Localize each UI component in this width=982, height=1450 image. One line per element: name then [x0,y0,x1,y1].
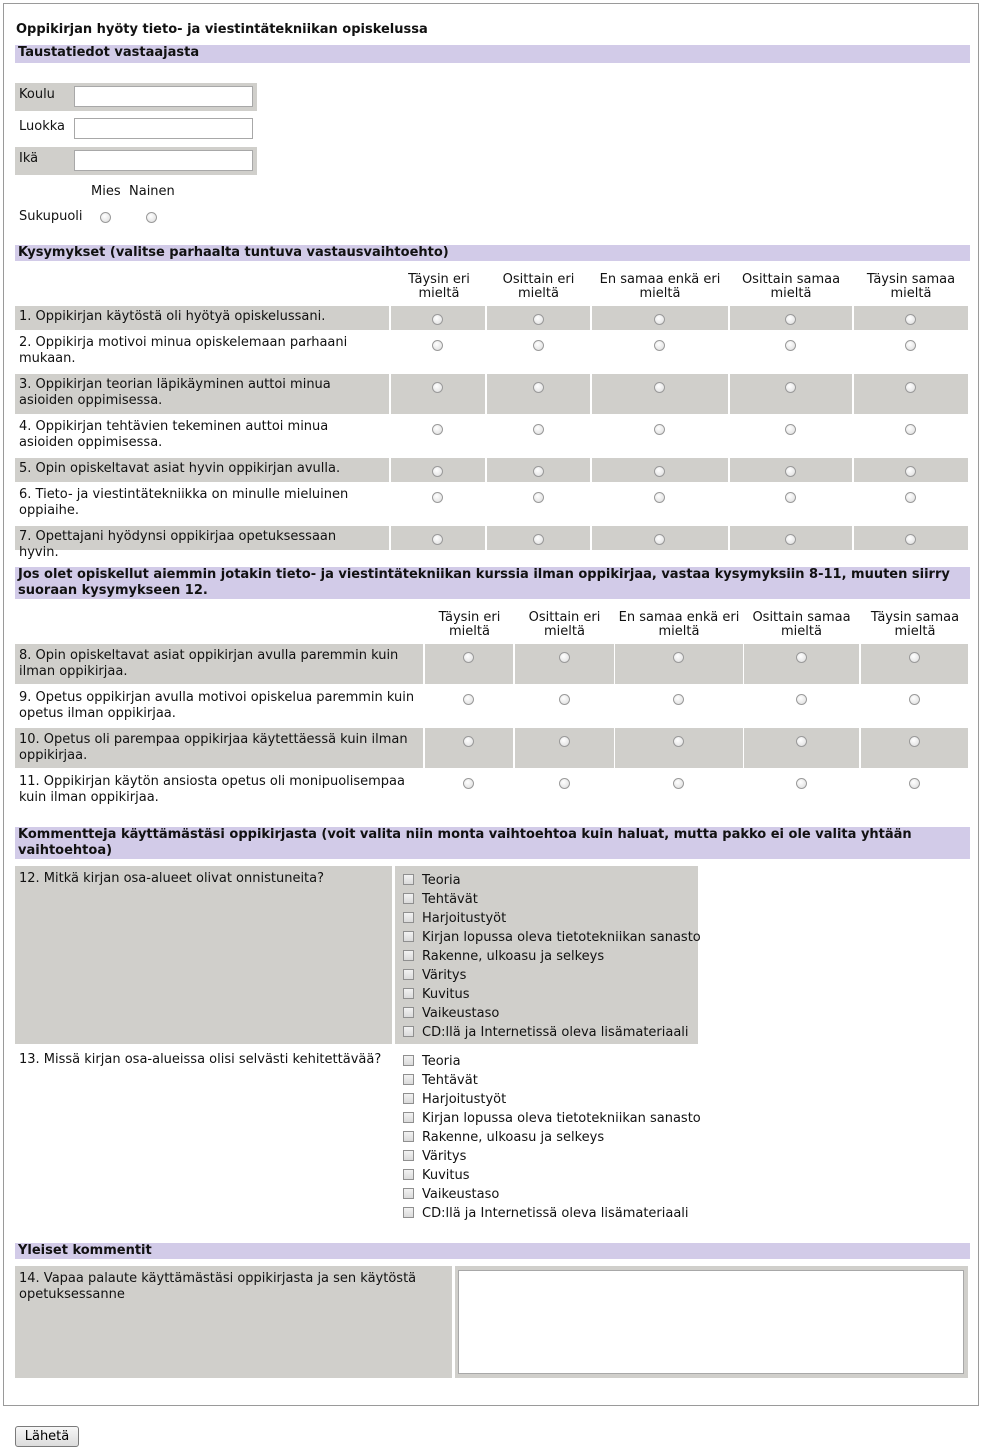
q13-option-label: Rakenne, ulkoasu ja selkeys [422,1130,605,1145]
q14-text: 14. Vapaa palaute käyttämästäsi oppikirjasta ja sen käytöstä opetuksessanne [19,1271,417,1302]
s1-header-somewhat-disagree: Osittain eri mieltä [502,272,575,301]
q1-option-5-radio[interactable] [905,314,916,325]
q13-option-label: Kuvitus [422,1168,470,1183]
q9-option-4-radio[interactable] [796,694,807,705]
ika-field[interactable] [74,150,253,171]
q7-option-2-radio[interactable] [533,534,544,545]
q7-option-3-radio[interactable] [654,534,665,545]
s1-header-somewhat-agree: Osittain samaa mieltä [741,272,841,301]
q6-option-4-radio[interactable] [785,492,796,503]
q1-option-3-radio[interactable] [654,314,665,325]
q12-checkbox[interactable] [403,1007,414,1018]
q9-option-1-radio[interactable] [463,694,474,705]
s1-question-text: 1. Oppikirjan käytöstä oli hyötyä opiskelussani. [19,309,326,324]
q5-option-1-radio[interactable] [432,466,443,477]
s2-header-somewhat-disagree: Osittain eri mieltä [528,610,601,639]
q3-option-5-radio[interactable] [905,382,916,393]
q9-option-5-radio[interactable] [909,694,920,705]
q9-option-3-radio[interactable] [673,694,684,705]
q13-option-label: Kirjan lopussa oleva tietotekniikan sanasto [422,1111,701,1126]
q12-checkbox[interactable] [403,931,414,942]
q3-option-2-radio[interactable] [533,382,544,393]
q10-option-1-radio[interactable] [463,736,474,747]
q12-checkbox[interactable] [403,912,414,923]
q11-option-2-radio[interactable] [559,778,570,789]
q12-checkbox[interactable] [403,988,414,999]
s2-row-cell [744,728,859,768]
q12-option-label: Kirjan lopussa oleva tietotekniikan sanasto [422,930,701,945]
q13-checkbox[interactable] [403,1055,414,1066]
q7-option-5-radio[interactable] [905,534,916,545]
q2-option-4-radio[interactable] [785,340,796,351]
q13-option-label: Harjoitustyöt [422,1092,507,1107]
s1-question-text: 5. Opin opiskeltavat asiat hyvin oppikirjan avulla. [19,461,341,476]
questions-section-header: Kysymykset (valitse parhaalta tuntuva vastausvaihtoehto) [15,245,970,261]
gender-mies-radio[interactable] [100,212,111,223]
q12-option-label: Rakenne, ulkoasu ja selkeys [422,949,605,964]
q13-checkbox[interactable] [403,1169,414,1180]
q1-option-1-radio[interactable] [432,314,443,325]
s2-row-cell [861,728,968,768]
q13-checkbox[interactable] [403,1112,414,1123]
q13-option-label: Vaikeustaso [422,1187,500,1202]
q10-option-5-radio[interactable] [909,736,920,747]
page-title: Oppikirjan hyöty tieto- ja viestintätekniikan opiskelussa [16,22,428,37]
ika-label: Ikä [19,151,39,166]
s2-row-cell [425,644,513,684]
s1-question-text: 3. Oppikirjan teorian läpikäyminen auttoi minua asioiden oppimisessa. [19,377,331,408]
s2-question-text: 9. Opetus oppikirjan avulla motivoi opiskelua paremmin kuin opetus ilman oppikirjaa. [19,690,415,721]
q5-option-3-radio[interactable] [654,466,665,477]
s2-header-neutral: En samaa enkä eri mieltä [618,610,740,639]
q6-option-5-radio[interactable] [905,492,916,503]
q7-option-1-radio[interactable] [432,534,443,545]
s1-question-text: 7. Opettajani hyödynsi oppikirjaa opetuksessaan hyvin. [19,529,337,560]
koulu-label: Koulu [19,87,55,102]
gender-nainen-radio[interactable] [146,212,157,223]
s2-header-strongly-agree: Täysin samaa mieltä [870,610,960,639]
s2-row-cell [615,728,743,768]
q13-checkbox[interactable] [403,1188,414,1199]
optional-section-header: Jos olet opiskellut aiemmin jotakin tieto- ja viestintätekniikan kurssia ilman oppikirjaa, vastaa kysymyksiin 8-11, muuten siirry suoraan kysymykseen 12. [15,567,970,599]
q12-option-label: Teoria [422,873,461,888]
q1-option-2-radio[interactable] [533,314,544,325]
q3-option-3-radio[interactable] [654,382,665,393]
q7-option-4-radio[interactable] [785,534,796,545]
q8-option-1-radio[interactable] [463,652,474,663]
s1-row-cell [391,374,485,414]
q3-option-4-radio[interactable] [785,382,796,393]
s2-row-cell [744,644,859,684]
q12-option-label: Tehtävät [422,892,478,907]
q12-checkbox[interactable] [403,874,414,885]
s1-row-cell [730,374,852,414]
q5-option-4-radio[interactable] [785,466,796,477]
q13-option-label: Tehtävät [422,1073,478,1088]
q4-option-4-radio[interactable] [785,424,796,435]
q11-option-1-radio[interactable] [463,778,474,789]
luokka-label: Luokka [19,119,66,134]
s1-row-cell [487,374,590,414]
q12-checkbox[interactable] [403,1026,414,1037]
s1-question-text: 6. Tieto- ja viestintätekniikka on minulle mieluinen oppiaihe. [19,487,349,518]
gender-label: Sukupuoli [19,209,83,224]
q13-checkbox[interactable] [403,1131,414,1142]
q6-option-2-radio[interactable] [533,492,544,503]
background-section-header: Taustatiedot vastaajasta [15,45,970,63]
q12-text: 12. Mitkä kirjan osa-alueet olivat onnistuneita? [19,871,325,886]
q9-option-2-radio[interactable] [559,694,570,705]
gender-option-nainen-label: Nainen [129,184,175,199]
s1-question-text: 2. Oppikirja motivoi minua opiskelemaan parhaani mukaan. [19,335,348,366]
q12-option-label: Harjoitustyöt [422,911,507,926]
s2-row-cell [515,644,614,684]
q13-checkbox[interactable] [403,1093,414,1104]
q2-option-5-radio[interactable] [905,340,916,351]
q4-option-3-radio[interactable] [654,424,665,435]
s2-row-cell [515,728,614,768]
q2-option-3-radio[interactable] [654,340,665,351]
q11-option-4-radio[interactable] [796,778,807,789]
general-comments-header: Yleiset kommentit [15,1243,970,1259]
submit-button[interactable]: Lähetä [15,1426,79,1447]
s2-row-cell [615,644,743,684]
q13-checkbox[interactable] [403,1207,414,1218]
s1-question-text: 4. Oppikirjan tehtävien tekeminen auttoi minua asioiden oppimisessa. [19,419,329,450]
q12-option-label: Vaikeustaso [422,1006,500,1021]
s1-header-neutral: En samaa enkä eri mieltä [599,272,721,301]
q6-option-3-radio[interactable] [654,492,665,503]
q13-text: 13. Missä kirjan osa-alueissa olisi selvästi kehitettävää? [19,1052,382,1067]
q12-checkbox[interactable] [403,893,414,904]
s2-row-cell [425,728,513,768]
feedback-textarea[interactable] [458,1270,964,1374]
luokka-field[interactable] [74,118,253,139]
q4-option-2-radio[interactable] [533,424,544,435]
q8-option-2-radio[interactable] [559,652,570,663]
q11-option-5-radio[interactable] [909,778,920,789]
s1-row-cell [592,374,728,414]
s1-header-strongly-disagree: Täysin eri mieltä [408,272,470,301]
koulu-field[interactable] [74,86,253,107]
q8-option-5-radio[interactable] [909,652,920,663]
q13-option-label: Teoria [422,1054,461,1069]
q10-option-4-radio[interactable] [796,736,807,747]
q11-option-3-radio[interactable] [673,778,684,789]
q1-option-4-radio[interactable] [785,314,796,325]
s2-row-cell [861,644,968,684]
q5-option-2-radio[interactable] [533,466,544,477]
q12-label-cell [15,866,392,1044]
s1-header-strongly-agree: Täysin samaa mieltä [866,272,956,301]
s2-question-text: 10. Opetus oli parempaa oppikirjaa käytettäessä kuin ilman oppikirjaa. [19,732,408,763]
q12-option-label: Väritys [422,968,467,983]
q10-option-2-radio[interactable] [559,736,570,747]
q13-checkbox[interactable] [403,1074,414,1085]
q6-option-1-radio[interactable] [432,492,443,503]
q12-checkbox[interactable] [403,969,414,980]
q13-checkbox[interactable] [403,1150,414,1161]
q4-option-5-radio[interactable] [905,424,916,435]
q3-option-1-radio[interactable] [432,382,443,393]
q2-option-2-radio[interactable] [533,340,544,351]
q4-option-1-radio[interactable] [432,424,443,435]
q12-checkbox[interactable] [403,950,414,961]
s2-question-text: 8. Opin opiskeltavat asiat oppikirjan avulla paremmin kuin ilman oppikirjaa. [19,648,399,679]
q10-option-3-radio[interactable] [673,736,684,747]
gender-option-mies-label: Mies [91,184,121,199]
q8-option-4-radio[interactable] [796,652,807,663]
q12-option-label: CD:llä ja Internetissä oleva lisämateriaali [422,1025,689,1040]
s2-question-text: 11. Oppikirjan käytön ansiosta opetus oli monipuolisempaa kuin ilman oppikirjaa. [19,774,405,805]
q2-option-1-radio[interactable] [432,340,443,351]
s2-header-somewhat-agree: Osittain samaa mieltä [752,610,851,639]
q8-option-3-radio[interactable] [673,652,684,663]
q5-option-5-radio[interactable] [905,466,916,477]
s2-header-strongly-disagree: Täysin eri mieltä [438,610,501,639]
comments-section-header: Kommentteja käyttämästäsi oppikirjasta (voit valita niin monta vaihtoehtoa kuin haluat, mutta pakko ei ole valita yhtään vaihtoehtoa) [15,827,970,859]
q13-option-label: Väritys [422,1149,467,1164]
q13-option-label: CD:llä ja Internetissä oleva lisämateriaali [422,1206,689,1221]
s1-row-cell [854,374,968,414]
q12-option-label: Kuvitus [422,987,470,1002]
